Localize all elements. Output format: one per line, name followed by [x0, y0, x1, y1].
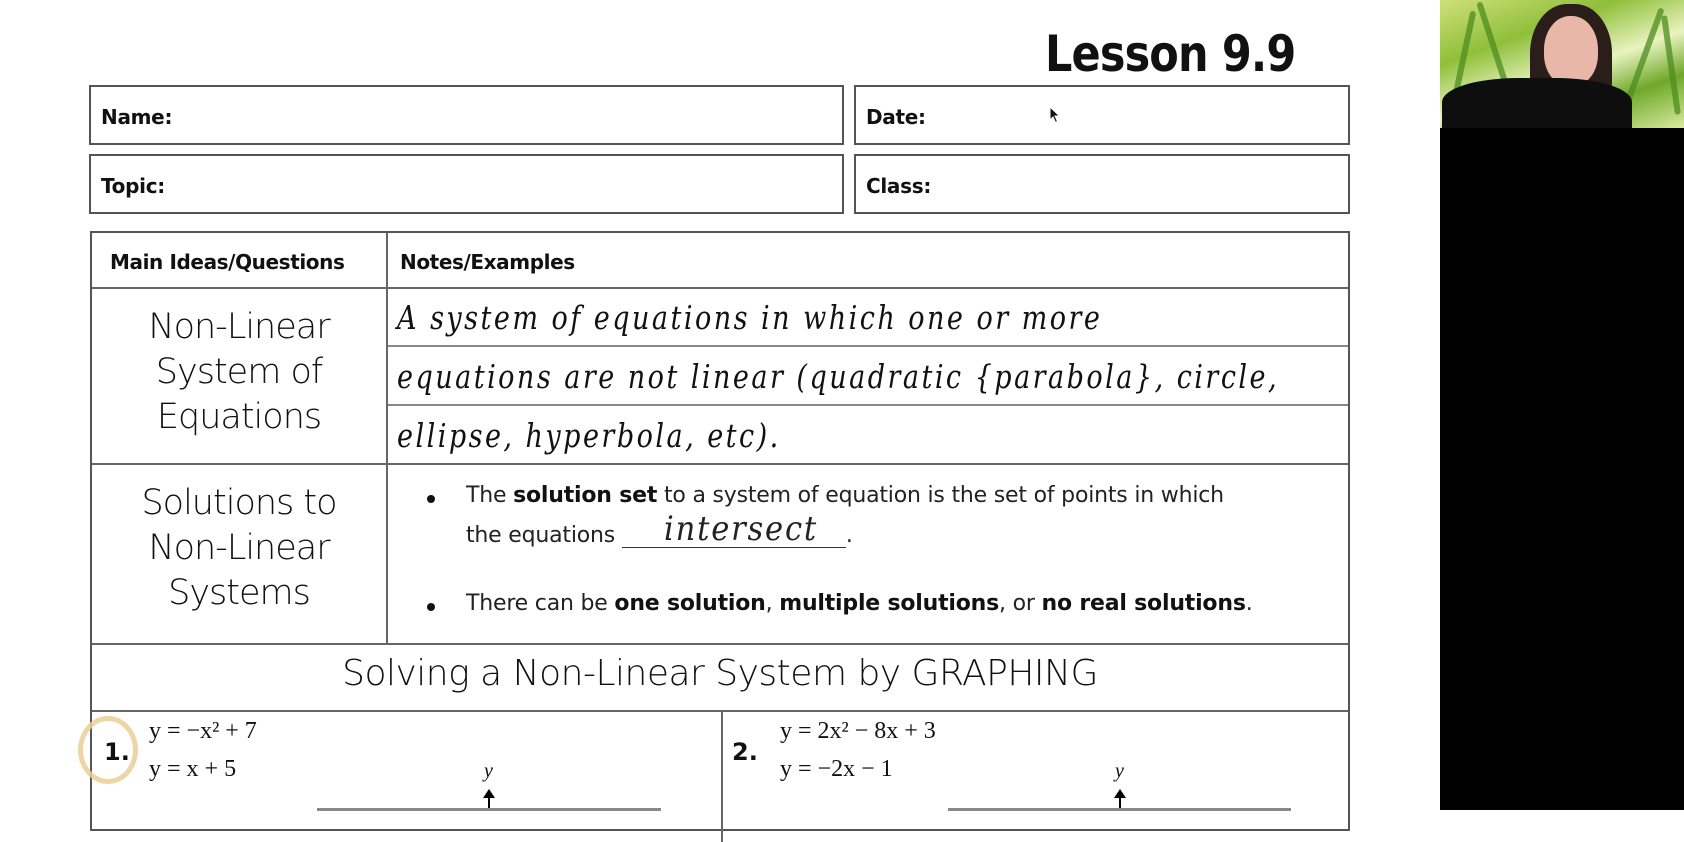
y-axis-arrow-icon: [488, 795, 490, 809]
highlight-circle-annotation: [78, 716, 138, 784]
row-divider: [92, 710, 1348, 712]
section-title: Solving a Non-Linear System by GRAPHING: [342, 653, 1098, 694]
problem-1-equation-1: y = −x² + 7: [149, 718, 257, 744]
handwritten-note-line-3: ellipse, hyperbola, etc).: [397, 416, 781, 455]
problem-1-y-axis-label: y: [484, 760, 493, 782]
row-divider: [92, 463, 1348, 465]
problem-1-number: 1.: [104, 738, 130, 766]
cornell-notes-table: [90, 231, 1350, 831]
problem-2-number: 2.: [732, 738, 758, 766]
class-field[interactable]: [854, 154, 1350, 214]
handwritten-note-line-1: A system of equations in which one or more: [397, 298, 1103, 337]
name-field[interactable]: [89, 85, 844, 145]
problem-2-y-axis-label: y: [1115, 760, 1124, 782]
bullet-icon: [427, 495, 435, 503]
bullet-solution-count: There can be one solution, multiple solutions, or no real solutions.: [466, 591, 1253, 616]
bullet-solution-set: The solution set to a system of equation is the set of points in which: [466, 483, 1224, 508]
background-grass: [1476, 1, 1510, 88]
handwritten-answer: intersect: [663, 509, 818, 549]
rule-line: [388, 404, 1348, 406]
background-grass: [1661, 15, 1681, 115]
bullet-solution-set-line-2: the equations intersect .: [466, 509, 853, 549]
webcam-video[interactable]: [1440, 0, 1684, 128]
name-label: Name:: [101, 105, 173, 129]
problem-2-equation-1: y = 2x² − 8x + 3: [780, 718, 936, 744]
date-field[interactable]: [854, 85, 1350, 145]
lesson-title: Lesson 9.9: [1045, 25, 1296, 83]
problem-1-equation-2: y = x + 5: [149, 756, 237, 782]
column-divider: [386, 233, 388, 643]
mouse-cursor-icon: [1049, 106, 1061, 124]
topic-label: Topic:: [101, 174, 165, 198]
presenter-body: [1442, 78, 1632, 128]
problem-divider: [721, 712, 723, 842]
class-label: Class:: [866, 174, 932, 198]
handwritten-note-line-2: equations are not linear (quadratic {parabola}, circle,: [397, 357, 1280, 396]
header-main-ideas: Main Ideas/Questions: [110, 250, 345, 274]
header-notes: Notes/Examples: [400, 250, 575, 274]
header-divider: [92, 287, 1348, 289]
topic-field[interactable]: [89, 154, 844, 214]
presenter-face: [1544, 16, 1598, 86]
topic-nonlinear-system: Non-Linear System of Equations: [148, 307, 330, 437]
rule-line: [388, 345, 1348, 347]
y-axis-arrow-icon: [1119, 795, 1121, 809]
topic-solutions: Solutions to Non-Linear Systems: [141, 483, 337, 613]
problem-2-equation-2: y = −2x − 1: [780, 756, 893, 782]
bullet-icon: [427, 603, 435, 611]
date-label: Date:: [866, 105, 926, 129]
row-divider: [92, 643, 1348, 645]
